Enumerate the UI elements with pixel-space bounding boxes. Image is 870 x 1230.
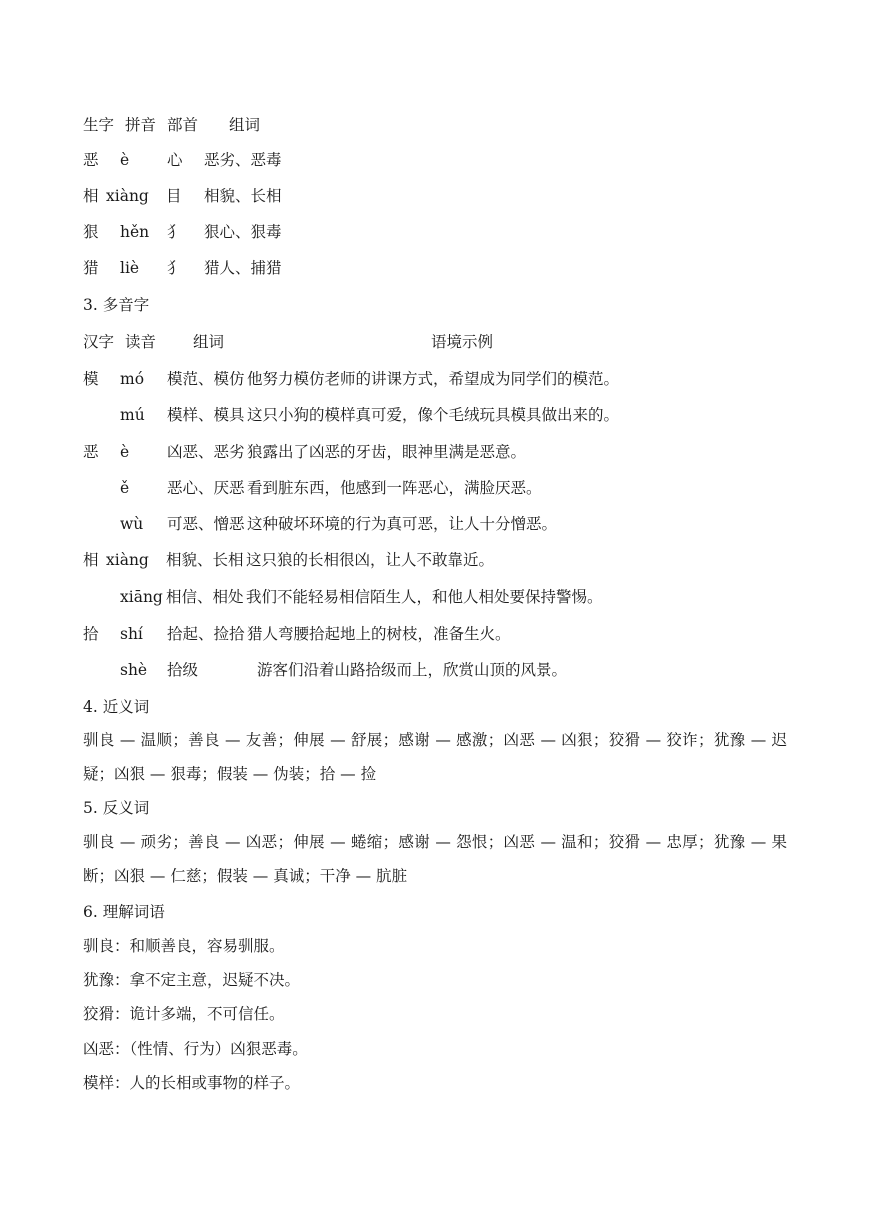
char-table-header-pinyin: 拼音 [125,116,157,134]
poly-reading: ě [120,479,130,497]
synonyms-paragraph: 驯良 — 温顺；善良 — 友善；伸展 — 舒展；感谢 — 感激；凶恶 — 凶狠；狡猾 — 狡诈；犹豫 — 迟疑；凶狠 — 狠毒；假装 — 伪装；拾 — 捡 [83,731,787,783]
words-cell: 相貌、长相 [204,187,282,205]
poly-reading: è [120,443,130,461]
poly-words: 凶恶、恶劣 [167,443,245,461]
poly-reading: shí [120,625,143,643]
section-heading-antonyms: 5. 反义词 [83,799,150,817]
poly-char: 模 [83,370,99,388]
poly-example: 狼露出了凶恶的牙齿，眼神里满是恶意。 [247,443,527,461]
pinyin-cell: è [120,151,130,169]
poly-example: 这只狼的长相很凶，让人不敢靠近。 [246,551,495,569]
list-item: 驯良：和顺善良，容易驯服。 [83,937,285,955]
char-cell: 猎 [83,259,99,277]
radical-cell: 心 [167,151,183,169]
section-heading-synonyms: 4. 近义词 [83,698,150,716]
char-table-header-radical: 部首 [167,116,199,134]
section-heading-word-meanings: 6. 理解词语 [83,903,165,921]
poly-header-words: 组词 [193,333,225,351]
radical-cell: 犭 [167,259,183,277]
poly-example: 他努力模仿老师的讲课方式，希望成为同学们的模范。 [247,370,620,388]
list-item: 模样：人的长相或事物的样子。 [83,1074,301,1092]
poly-reading: mú [120,406,145,424]
poly-example: 看到脏东西，他感到一阵恶心，满脸厌恶。 [247,479,542,497]
poly-example: 这种破坏环境的行为真可恶，让人十分憎恶。 [247,515,558,533]
poly-reading: mó [120,370,145,388]
list-item: 狡猾：诡计多端，不可信任。 [83,1005,285,1023]
poly-header-char: 汉字 [83,333,115,351]
radical-cell: 目 [166,187,182,205]
pinyin-cell: hěn [120,223,150,241]
char-cell: 相 [83,187,99,205]
poly-example: 游客们沿着山路拾级而上，欣赏山顶的风景。 [257,661,568,679]
section-heading-polyphones: 3. 多音字 [83,296,150,314]
char-cell: 恶 [83,151,99,169]
poly-words: 相貌、长相 [166,551,244,569]
poly-example: 我们不能轻易相信陌生人，和他人相处要保持警惕。 [246,588,603,606]
char-table-header-words: 组词 [229,116,261,134]
poly-words: 相信、相处 [166,588,244,606]
words-cell: 猎人、捕猎 [204,259,282,277]
char-cell: 狠 [83,223,99,241]
poly-char: 相 [83,551,99,569]
words-cell: 恶劣、恶毒 [204,151,282,169]
poly-header-reading: 读音 [125,333,157,351]
list-item: 凶恶：（性情、行为）凶狠恶毒。 [83,1040,308,1058]
poly-words: 恶心、厌恶 [167,479,245,497]
poly-words: 可恶、憎恶 [167,515,245,533]
poly-words: 模范、模仿 [167,370,245,388]
poly-header-context: 语境示例 [431,333,494,351]
poly-reading: wù [120,515,144,533]
poly-reading: xiàng [106,551,149,569]
poly-reading: xiāng [120,588,163,606]
list-item: 犹豫：拿不定主意，迟疑不决。 [83,971,301,989]
antonyms-paragraph: 驯良 — 顽劣；善良 — 凶恶；伸展 — 蜷缩；感谢 — 怨恨；凶恶 — 温和；狡猾 — 忠厚；犹豫 — 果断；凶狠 — 仁慈；假装 — 真诚；干净 — 肮脏 [83,833,787,885]
poly-char: 拾 [83,625,99,643]
pinyin-cell: liè [120,259,140,277]
words-cell: 狠心、狠毒 [204,223,282,241]
poly-words: 拾起、捡拾 [167,625,245,643]
poly-example: 这只小狗的模样真可爱，像个毛绒玩具模具做出来的。 [247,406,620,424]
poly-words: 拾级 [167,661,199,679]
char-table-header-char: 生字 [83,116,115,134]
poly-reading: shè [120,661,148,679]
poly-words: 模样、模具 [167,406,245,424]
poly-char: 恶 [83,443,99,461]
radical-cell: 犭 [167,223,183,241]
pinyin-cell: xiàng [106,187,149,205]
poly-example: 猎人弯腰拾起地上的树枝，准备生火。 [247,625,511,643]
